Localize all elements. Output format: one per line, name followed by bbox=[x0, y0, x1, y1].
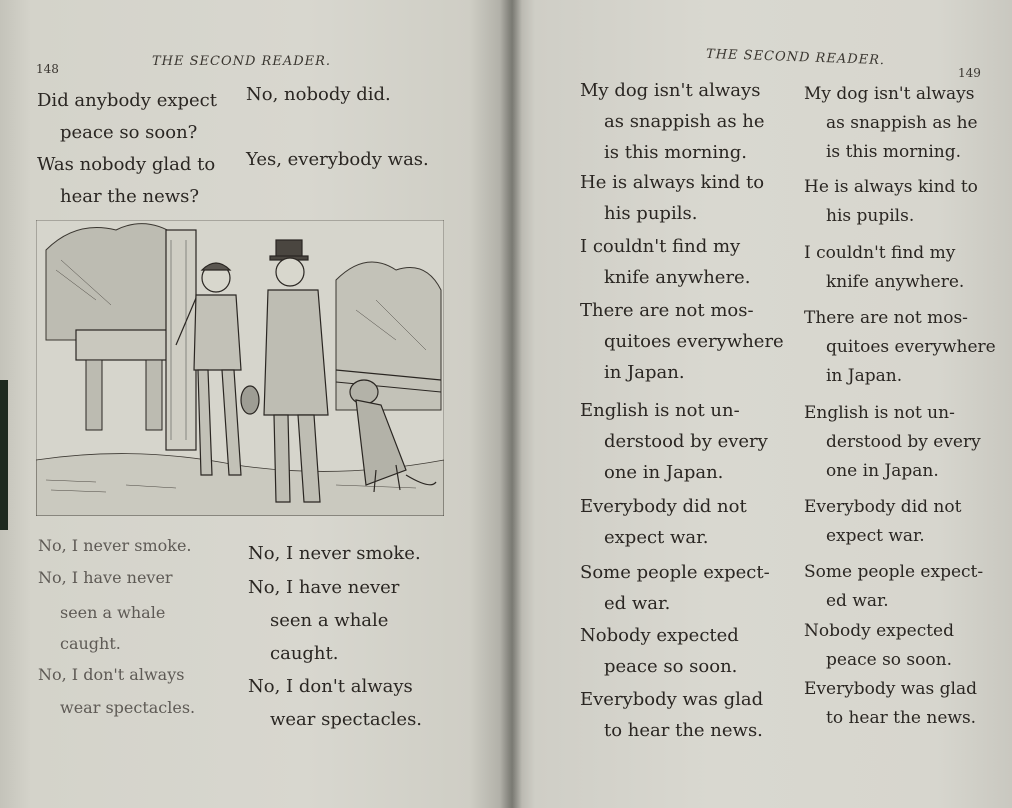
sentence-line: Everybody did not bbox=[804, 497, 962, 517]
sentence-line: as snappish as he bbox=[604, 111, 765, 132]
sentence-line: There are not mos- bbox=[804, 308, 968, 328]
sentence-line: derstood by every bbox=[826, 432, 981, 452]
sentence-line: his pupils. bbox=[826, 206, 915, 226]
sentence-line: ed war. bbox=[826, 591, 889, 611]
page-number-left: 148 bbox=[36, 62, 59, 76]
sentence-line: his pupils. bbox=[604, 203, 698, 224]
faded-line: seen a whale bbox=[60, 603, 166, 622]
sentence-line: My dog isn't always bbox=[804, 84, 975, 104]
sentence-line: My dog isn't always bbox=[580, 80, 761, 101]
book-gutter bbox=[500, 0, 522, 808]
sentence-line: Some people expect- bbox=[580, 562, 770, 583]
sentence-line: as snappish as he bbox=[826, 113, 978, 133]
sentence-line: quitoes everywhere bbox=[826, 337, 996, 357]
sentence-line: in Japan. bbox=[826, 366, 903, 386]
sentence-line: to hear the news. bbox=[604, 720, 763, 741]
answer-line: seen a whale bbox=[270, 610, 389, 631]
sentence-line: is this morning. bbox=[604, 142, 747, 163]
answer-line: No, I have never bbox=[248, 577, 400, 598]
sentence-line: He is always kind to bbox=[804, 177, 978, 197]
running-header-right: THE SECOND READER. bbox=[705, 46, 886, 69]
running-header-left: THE SECOND READER. bbox=[152, 54, 332, 69]
faded-line: caught. bbox=[60, 634, 121, 653]
illustration-boy-man-dog bbox=[36, 220, 444, 516]
sentence-line: Nobody expected bbox=[580, 625, 739, 646]
answer-line: No, I never smoke. bbox=[248, 543, 421, 564]
sentence-line: Everybody did not bbox=[580, 496, 747, 517]
sentence-line: in Japan. bbox=[604, 362, 685, 383]
question-line: Was nobody glad to bbox=[37, 154, 216, 175]
faded-line: wear spectacles. bbox=[60, 698, 196, 717]
answer-line: wear spectacles. bbox=[270, 709, 423, 730]
sentence-line: quitoes everywhere bbox=[604, 331, 784, 352]
sentence-line: There are not mos- bbox=[580, 300, 754, 321]
sentence-line: I couldn't find my bbox=[804, 243, 956, 263]
sentence-line: Everybody was glad bbox=[580, 689, 764, 710]
sentence-line: ed war. bbox=[604, 593, 671, 614]
faded-line: No, I have never bbox=[38, 568, 173, 587]
sentence-line: peace so soon. bbox=[604, 656, 738, 677]
question-line: hear the news? bbox=[60, 186, 200, 207]
sentence-line: to hear the news. bbox=[826, 708, 977, 728]
sentence-line: peace so soon. bbox=[826, 650, 952, 670]
sentence-line: one in Japan. bbox=[604, 462, 724, 483]
sentence-line: English is not un- bbox=[804, 403, 955, 423]
answer-line: No, nobody did. bbox=[246, 84, 391, 105]
sentence-line: He is always kind to bbox=[580, 172, 765, 193]
faded-line: No, I don't always bbox=[38, 665, 185, 684]
sentence-line: one in Japan. bbox=[826, 461, 939, 481]
sentence-line: knife anywhere. bbox=[826, 272, 965, 292]
answer-line: Yes, everybody was. bbox=[246, 149, 429, 170]
answer-line: No, I don't always bbox=[248, 676, 413, 697]
sentence-line: knife anywhere. bbox=[604, 267, 751, 288]
question-line: Did anybody expect bbox=[37, 90, 217, 111]
faded-line: No, I never smoke. bbox=[38, 536, 192, 555]
sentence-line: Nobody expected bbox=[804, 621, 955, 641]
sentence-line: expect war. bbox=[604, 527, 709, 548]
question-line: peace so soon? bbox=[60, 122, 198, 143]
sentence-line: expect war. bbox=[826, 526, 925, 546]
answer-line: caught. bbox=[270, 643, 339, 664]
sentence-line: Everybody was glad bbox=[804, 679, 977, 699]
sentence-line: I couldn't find my bbox=[580, 236, 741, 257]
book-edge bbox=[0, 380, 8, 530]
sentence-line: derstood by every bbox=[604, 431, 768, 452]
sentence-line: English is not un- bbox=[580, 400, 740, 421]
sentence-line: Some people expect- bbox=[804, 562, 984, 582]
sentence-line: is this morning. bbox=[826, 142, 962, 162]
page-number-right: 149 bbox=[958, 66, 981, 80]
